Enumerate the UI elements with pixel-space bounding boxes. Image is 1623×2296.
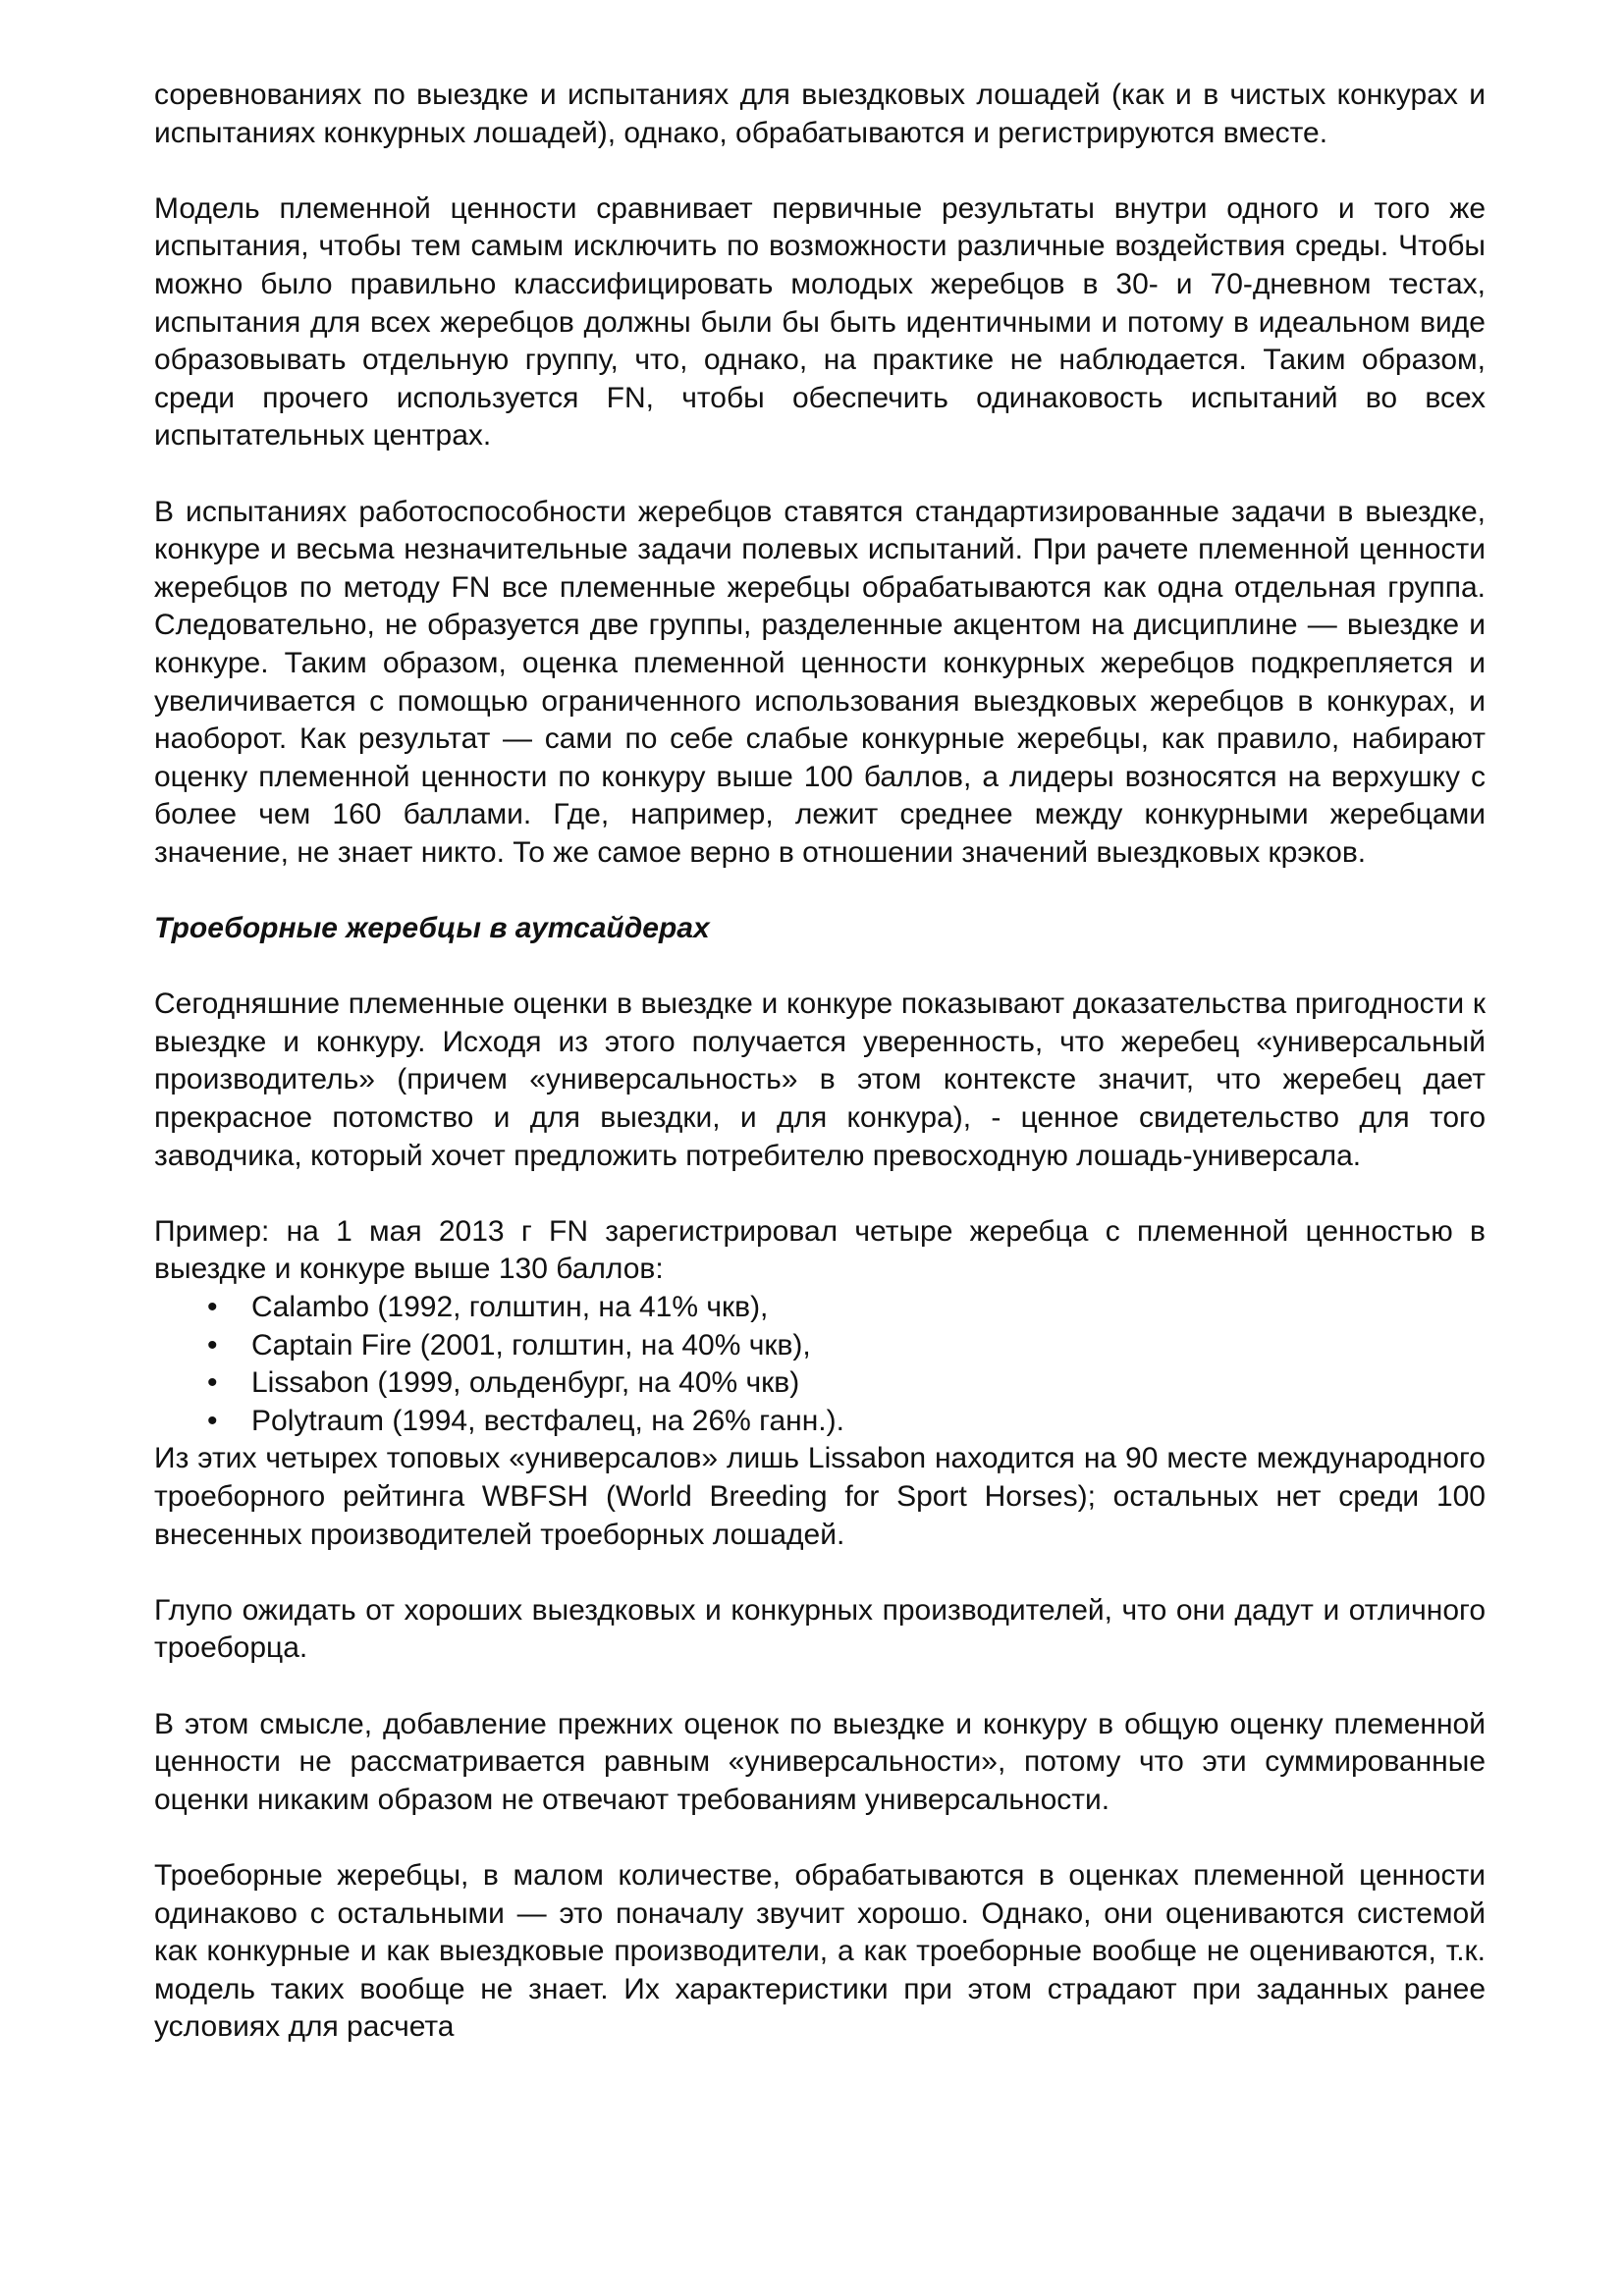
list-item-text: Calambo (1992, голштин, на 41% чкв), (251, 1291, 769, 1323)
list-item (154, 1364, 1486, 1403)
paragraph-example: Пример: на 1 мая 2013 г FN зарегистрировал четыре жеребца с племенной ценностью в выездке и конкуре выше 130 баллов: (154, 1214, 1486, 1286)
paragraph-spacer (154, 872, 1486, 910)
paragraph-spacer (154, 152, 1486, 190)
paragraph-breeding-model: Модель племенной ценности сравнивает первичные результаты внутри одного и того же испытания, чтобы тем самым исключить по возможности различные воздействия среды. Чтобы можно было правильно классифицировать молодых жеребцов в 30- и 70-дневном тестах, испытания для всех жеребцов должны были бы быть идентичными и потому в идеальном виде образовывать отдельную группу, что, однако, на практике не наблюдается. Таким образом, среди прочего используется FN, чтобы обеспечить одинаковость испытаний во всех испытательных центрах. (154, 191, 1486, 453)
bullet-icon: • (207, 1404, 218, 1437)
paragraph-ranking: Из этих четырех топовых «универсалов» лишь Lissabon находится на 90 месте международного троеборного рейтинга WBFSH (World Breeding for Sport Horses); остальных нет среди 100 внесенных производителей троеборных лошадей. (154, 1442, 1486, 1551)
paragraph-universality: В этом смысле, добавление прежних оценок по выездке и конкуру в общую оценку племенной ценности не рассматривается равным «универсальности», потому что эти суммированные оценки никаким образом не отвечают требованиям универсальности. (154, 1707, 1486, 1816)
list-item-text: Lissabon (1999, ольденбург, на 40% чкв) (251, 1366, 800, 1400)
paragraph-spacer (154, 455, 1486, 494)
paragraph-eventing-stallions: Троеборные жеребцы, в малом количестве, обрабатываются в оценках племенной ценности одинаково с остальными — это поначалу звучит хорошо. Однако, они оцениваются системой как конкурные и как выездковые производители, а как троеборные вообще не оцениваются, т.к. модель таких вообще не знает. Их характеристики при этом страдают при заданных ранее условиях для расчета (154, 1858, 1486, 2044)
paragraph-spacer (154, 1819, 1486, 1857)
paragraph-current-scores: Сегодняшние племенные оценки в выездке и конкуре показывают доказательства пригодности к выездке и конкуру. Исходя из этого получается уверенность, что жеребец «универсальный производитель» (причем «универсальность» в этом контексте значит, что жеребец дает прекрасное потомство и для выездки, и для конкура), - ценное свидетельство для того заводчика, который хочет предложить потребителю превосходную лошадь-универсала. (154, 988, 1486, 1172)
paragraph-spacer (154, 1175, 1486, 1213)
stallion-list (154, 1289, 1486, 1440)
paragraph-continuation: соревнованиях по выездке и испытаниях для выездковых лошадей (как и в чистых конкурах и испытаниях конкурных лошадей), однако, обрабатываются и регистрируются вместе. (154, 79, 1486, 149)
section-heading: Троеборные жеребцы в аутсайдерах (154, 912, 710, 945)
paragraph-spacer (154, 948, 1486, 987)
list-item (154, 1289, 1486, 1327)
bullet-icon: • (207, 1366, 218, 1400)
list-item-text: Captain Fire (2001, голштин, на 40% чкв), (251, 1328, 811, 1362)
paragraph-spacer (154, 1668, 1486, 1706)
list-item (154, 1327, 1486, 1365)
list-item (154, 1403, 1486, 1441)
bullet-icon: • (207, 1291, 218, 1323)
paragraph-spacer (154, 1554, 1486, 1592)
paragraph-expectation: Глупо ожидать от хороших выездковых и конкурных производителей, что они дадут и отличного троеборца. (154, 1593, 1486, 1665)
bullet-icon: • (207, 1328, 218, 1362)
list-item-text: Polytraum (1994, вестфалец, на 26% ганн.). (251, 1404, 844, 1437)
document-page (154, 77, 1486, 2047)
paragraph-stallion-tests: В испытаниях работоспособности жеребцов ставятся стандартизированные задачи в выездке, конкуре и весьма незначительные задачи полевых испытаний. При рачете племенной ценности жеребцов по методу FN все племенные жеребцы обрабатываются как одна отдельная группа. Следовательно, не образуется две группы, разделенные акцентом на дисциплине — выездке и конкуре. Таким образом, оценка племенной ценности конкурных жеребцов подкрепляется и увеличивается с помощью ограниченного использования выездковых жеребцов в конкурах, и наоборот. Как результат — сами по себе слабые конкурные жеребцы, как правило, набирают оценку племенной ценности по конкуру выше 100 баллов, а лидеры возносятся на верхушку с более чем 160 баллами. Где, например, лежит среднее между конкурными жеребцами значение, не знает никто. То же самое верно в отношении значений выездковых крэков. (154, 495, 1486, 869)
